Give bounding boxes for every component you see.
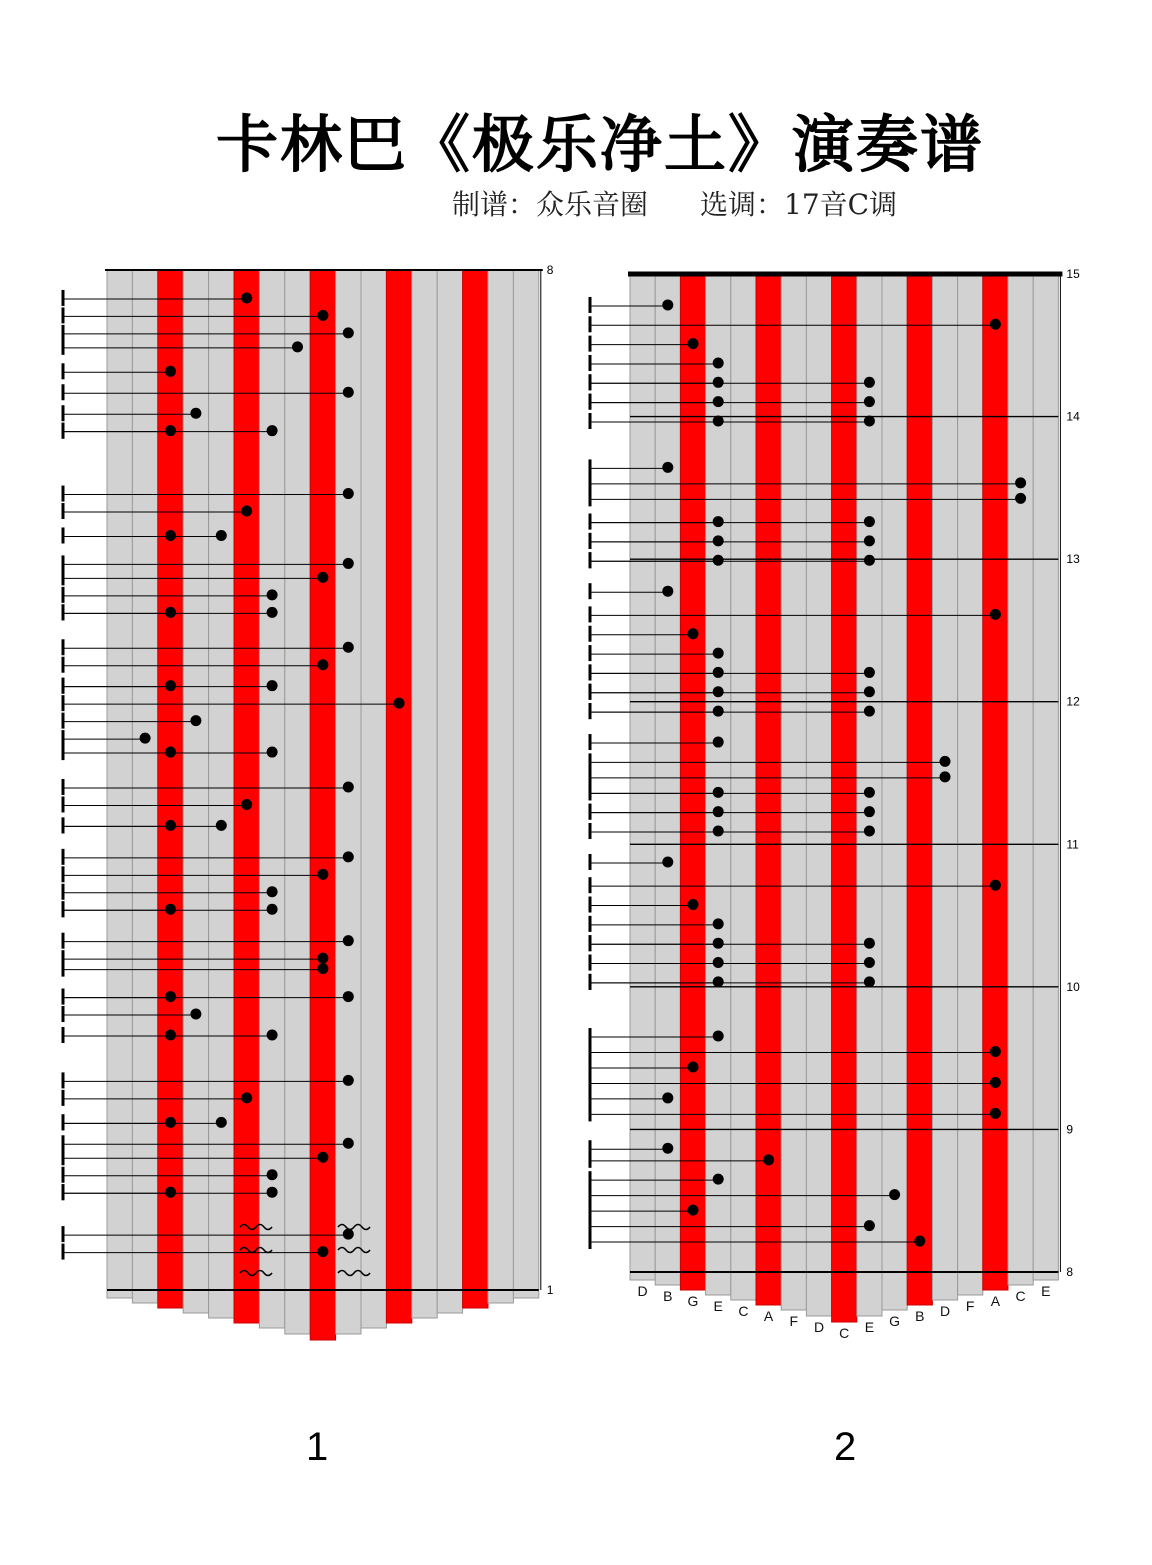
tine-note-name: E — [713, 1298, 723, 1314]
note-dot — [864, 516, 875, 527]
tine-note-name: F — [789, 1313, 799, 1329]
note-dot — [688, 899, 699, 910]
tine-red — [310, 270, 335, 1340]
note-dot — [165, 1030, 176, 1041]
note-dot — [190, 408, 201, 419]
note-dot — [317, 963, 328, 974]
page-number-1: 1 — [306, 1425, 329, 1469]
note-dot — [864, 826, 875, 837]
measure-number: 10 — [1066, 979, 1080, 994]
note-dot — [864, 555, 875, 566]
tine-note-name: A — [763, 1308, 774, 1324]
note-dot — [317, 1152, 328, 1163]
note-dot — [688, 628, 699, 639]
note-dot — [990, 1108, 1001, 1119]
tine-red — [983, 274, 1008, 1290]
note-dot — [343, 781, 354, 792]
note-dot — [688, 1061, 699, 1072]
note-dot — [864, 706, 875, 717]
note-dot — [864, 396, 875, 407]
tine — [183, 270, 208, 1313]
tine — [513, 270, 538, 1298]
measure-number: 8 — [546, 263, 554, 277]
note-dot — [662, 299, 673, 310]
tine — [806, 274, 831, 1316]
tine-note-name: E — [1041, 1283, 1051, 1299]
note-dot — [864, 667, 875, 678]
note-dot — [688, 1205, 699, 1216]
tine-note-name: B — [915, 1308, 925, 1324]
note-dot — [241, 506, 252, 517]
note-dot — [267, 425, 278, 436]
tine-red — [907, 274, 932, 1305]
note-dot — [864, 535, 875, 546]
page-title: 卡林巴《极乐净土》演奏谱 — [215, 108, 984, 181]
note-dot — [241, 799, 252, 810]
note-dot — [267, 904, 278, 915]
note-dot — [267, 1187, 278, 1198]
note-dot — [662, 1143, 673, 1154]
note-dot — [990, 609, 1001, 620]
note-dot — [1015, 493, 1026, 504]
note-dot — [713, 396, 724, 407]
note-dot — [662, 1092, 673, 1103]
tine-red — [463, 270, 488, 1308]
note-dot — [165, 991, 176, 1002]
note-dot — [165, 607, 176, 618]
tine-red — [832, 274, 857, 1322]
note-dot — [267, 1169, 278, 1180]
tine-note-name: E — [864, 1319, 875, 1335]
tine-note-name: D — [939, 1303, 951, 1319]
note-dot — [713, 648, 724, 659]
note-dot — [713, 377, 724, 388]
note-dot — [713, 357, 724, 368]
note-dot — [864, 686, 875, 697]
score-panel-1 — [63, 263, 554, 1340]
note-dot — [165, 747, 176, 758]
tine-red — [680, 274, 705, 1290]
note-dot — [343, 327, 354, 338]
note-dot — [864, 1220, 875, 1231]
note-dot — [713, 787, 724, 798]
note-dot — [165, 530, 176, 541]
note-dot — [241, 292, 252, 303]
tine — [285, 270, 310, 1334]
tine — [361, 270, 386, 1328]
tine — [412, 270, 437, 1318]
note-dot — [267, 747, 278, 758]
note-dot — [165, 904, 176, 915]
note-dot — [267, 680, 278, 691]
note-dot — [713, 1174, 724, 1185]
tine — [488, 270, 513, 1303]
note-dot — [267, 1030, 278, 1041]
tine — [958, 274, 983, 1295]
note-dot — [940, 756, 951, 767]
note-dot — [914, 1236, 925, 1247]
note-dot — [864, 806, 875, 817]
page-number-2: 2 — [834, 1425, 857, 1469]
tine — [932, 274, 957, 1300]
tine-red — [386, 270, 411, 1323]
tine-note-name: D — [813, 1319, 825, 1335]
score-panel-2 — [590, 267, 1080, 1341]
tine-note-name: G — [889, 1313, 901, 1329]
note-dot — [216, 1117, 227, 1128]
note-dot — [713, 737, 724, 748]
note-dot — [394, 698, 405, 709]
note-dot — [864, 377, 875, 388]
measure-number: 13 — [1066, 552, 1080, 567]
note-dot — [990, 1077, 1001, 1088]
note-dot — [713, 706, 724, 717]
tine — [706, 274, 731, 1295]
note-dot — [763, 1154, 774, 1165]
tine — [209, 270, 234, 1318]
note-dot — [990, 319, 1001, 330]
note-dot — [267, 607, 278, 618]
tine-note-name: G — [687, 1293, 699, 1309]
note-dot — [317, 953, 328, 964]
key-label: 选调：17音C调 — [700, 188, 898, 221]
note-dot — [864, 415, 875, 426]
note-dot — [292, 341, 303, 352]
measure-number: 8 — [1066, 1265, 1074, 1279]
note-dot — [889, 1189, 900, 1200]
note-dot — [190, 1009, 201, 1020]
note-dot — [241, 1092, 252, 1103]
note-dot — [317, 1246, 328, 1257]
note-dot — [267, 886, 278, 897]
tine-note-name: D — [637, 1283, 648, 1299]
tine-red — [234, 270, 259, 1323]
note-dot — [713, 976, 724, 987]
note-dot — [317, 310, 328, 321]
note-dot — [713, 806, 724, 817]
note-dot — [713, 555, 724, 566]
note-dot — [713, 686, 724, 697]
note-dot — [343, 488, 354, 499]
note-dot — [165, 366, 176, 377]
tine — [731, 274, 756, 1300]
note-dot — [713, 918, 724, 929]
note-dot — [343, 851, 354, 862]
note-dot — [343, 935, 354, 946]
tine-note-name: A — [990, 1293, 1001, 1309]
tine — [132, 270, 157, 1303]
note-dot — [864, 957, 875, 968]
note-dot — [688, 338, 699, 349]
note-dot — [713, 415, 724, 426]
note-dot — [990, 880, 1001, 891]
note-dot — [216, 530, 227, 541]
measure-number: 15 — [1066, 267, 1080, 281]
measure-number: 14 — [1066, 409, 1080, 424]
note-dot — [990, 1046, 1001, 1057]
note-dot — [662, 462, 673, 473]
tine — [882, 274, 907, 1310]
note-dot — [267, 589, 278, 600]
note-dot — [165, 1187, 176, 1198]
tine-note-name: C — [839, 1325, 850, 1341]
note-dot — [713, 1031, 724, 1042]
note-dot — [662, 856, 673, 867]
note-dot — [343, 1229, 354, 1240]
note-dot — [713, 938, 724, 949]
note-dot — [343, 387, 354, 398]
tine — [1008, 274, 1033, 1285]
tine-note-name: C — [738, 1303, 749, 1319]
arranger-label: 制谱：众乐音圈 — [452, 188, 649, 221]
note-dot — [662, 586, 673, 597]
note-dot — [165, 1117, 176, 1128]
note-dot — [165, 820, 176, 831]
tine-note-name: C — [1015, 1288, 1026, 1304]
note-dot — [216, 820, 227, 831]
note-dot — [317, 572, 328, 583]
tine — [336, 270, 361, 1334]
note-dot — [140, 733, 151, 744]
tine-note-name: F — [965, 1298, 975, 1314]
note-dot — [1015, 477, 1026, 488]
note-dot — [343, 1138, 354, 1149]
measure-number: 1 — [546, 1283, 554, 1297]
note-dot — [713, 516, 724, 527]
note-dot — [343, 558, 354, 569]
note-dot — [165, 680, 176, 691]
tine — [781, 274, 806, 1310]
note-dot — [317, 659, 328, 670]
note-dot — [864, 976, 875, 987]
tine-red — [756, 274, 781, 1305]
tine — [437, 270, 462, 1313]
tine — [655, 274, 680, 1285]
note-dot — [864, 938, 875, 949]
note-dot — [343, 642, 354, 653]
note-dot — [343, 991, 354, 1002]
note-dot — [317, 869, 328, 880]
note-dot — [940, 771, 951, 782]
note-dot — [864, 787, 875, 798]
measure-number: 9 — [1066, 1122, 1074, 1137]
note-dot — [713, 667, 724, 678]
note-dot — [343, 1075, 354, 1086]
note-dot — [713, 957, 724, 968]
note-dot — [190, 715, 201, 726]
note-dot — [165, 425, 176, 436]
measure-number: 12 — [1066, 694, 1080, 709]
note-dot — [713, 826, 724, 837]
note-dot — [713, 535, 724, 546]
tine-note-name: B — [663, 1288, 673, 1304]
measure-number: 11 — [1066, 837, 1079, 852]
